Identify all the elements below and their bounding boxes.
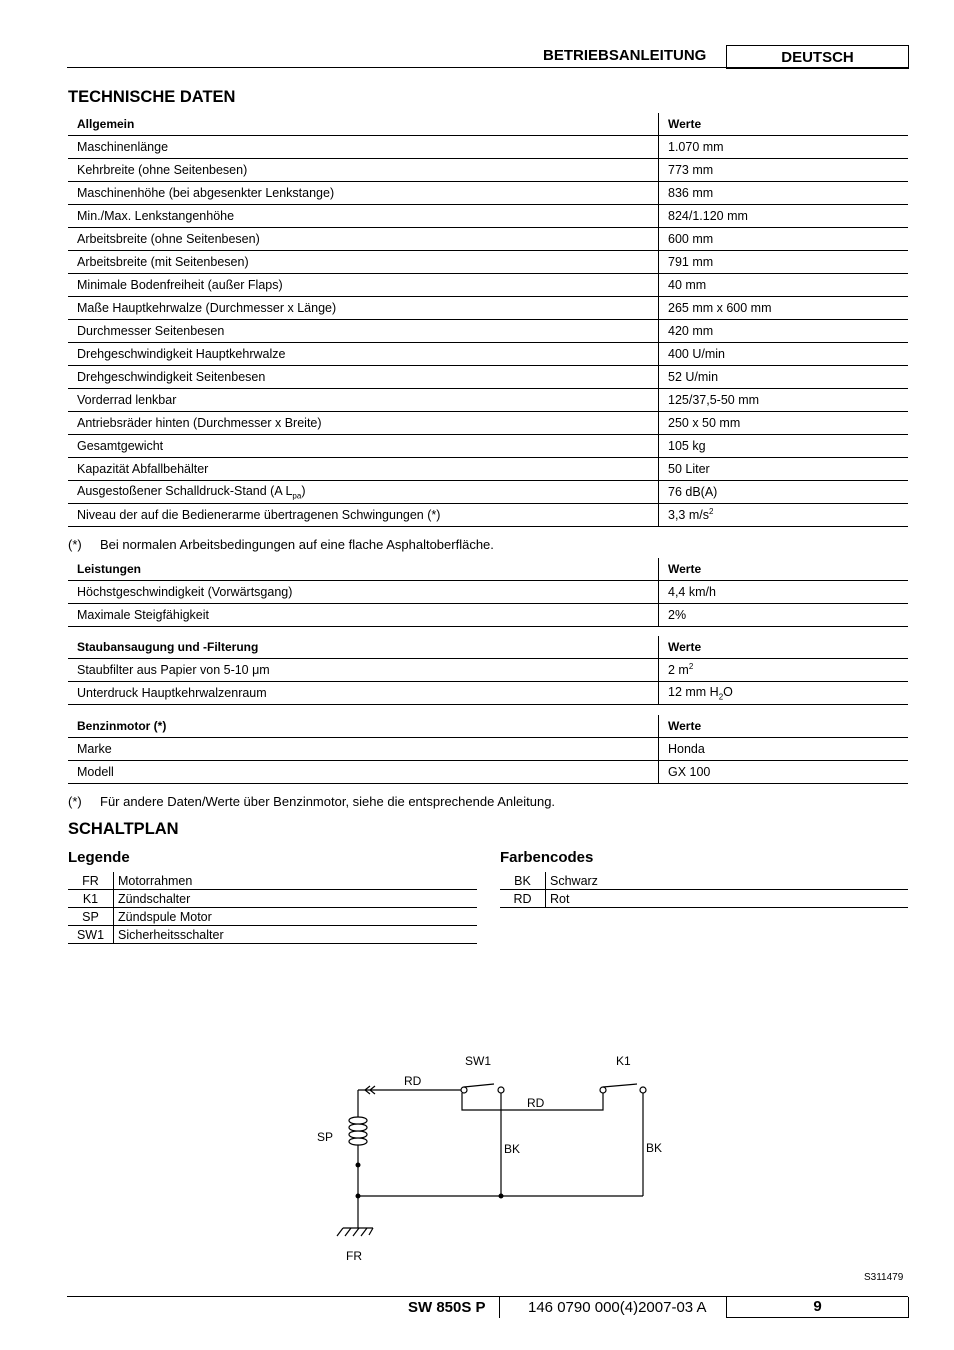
spec-label: Höchstgeschwindigkeit (Vorwärtsgang) [68,581,659,604]
table-row [68,659,908,682]
legend-code: SP [68,908,114,926]
language-label: DEUTSCH [726,45,909,69]
spec-value: 836 mm [659,182,909,205]
table-row [68,251,908,274]
spec-value: 600 mm [659,228,909,251]
table-row [68,435,908,458]
footnote [68,537,494,552]
spec-label: Maschinenhöhe (bei abgesenkter Lenkstange) [68,182,659,205]
footnote-mark: (*) [68,794,82,809]
general-spec-table [68,113,908,527]
table-row [68,159,908,182]
spec-label: Kapazität Abfallbehälter [68,458,659,481]
table-row [68,682,908,705]
legend-description: Zündspule Motor [114,908,478,926]
label-fr: FR [346,1249,362,1263]
table-row [68,136,908,159]
spec-value: 3,3 $m/s^2$ [659,504,909,527]
legend-row [68,908,477,926]
spec-label: Unterdruck Hauptkehrwalzenraum [68,682,659,705]
table-row [68,389,908,412]
ground-hatch [337,1228,373,1236]
table-header-label: Allgemein [68,113,659,136]
spec-value: 265 mm x 600 mm [659,297,909,320]
table-header-label: Staubansaugung und -Filterung [68,636,659,659]
spec-value: 773 mm [659,159,909,182]
table-row [68,343,908,366]
spec-value: 4,4 km/h [659,581,909,604]
table-row [68,738,908,761]
sw1-terminal-right [498,1087,504,1093]
label-rd-top: RD [404,1074,422,1088]
spec-value: GX 100 [659,761,909,784]
footer-divider [499,1297,500,1318]
table-row [68,412,908,435]
table-row [68,297,908,320]
spec-value: Honda [659,738,909,761]
table-row [68,205,908,228]
k1-contact [603,1084,637,1087]
legend-description: Zündschalter [114,890,478,908]
table-header-row [68,715,908,738]
table-row [68,366,908,389]
table-row [68,274,908,297]
spec-value: 1.070 mm [659,136,909,159]
table-header-label: Leistungen [68,558,659,581]
performance-spec-table [68,558,908,627]
label-sp: SP [317,1130,334,1144]
spec-value: 40 mm [659,274,909,297]
diagram-reference: S311479 [864,1272,904,1283]
table-row [68,761,908,784]
footnote [68,794,555,809]
spec-value: 2% [659,604,909,627]
spec-value: 76 dB(A) [659,481,909,504]
legend-code: FR [68,872,114,890]
spec-value: 50 Liter [659,458,909,481]
color-codes-table [500,872,908,908]
spec-label: Gesamtgewicht [68,435,659,458]
model-name: SW 850S P [408,1299,486,1316]
label-sw1: SW1 [465,1054,492,1068]
spec-label: Kehrbreite (ohne Seitenbesen) [68,159,659,182]
table-row [68,504,908,527]
spec-label: Antriebsräder hinten (Durchmesser x Breite) [68,412,659,435]
table-row [68,604,908,627]
footnote-text: Bei normalen Arbeitsbedingungen auf eine flache Asphaltoberfläche. [100,537,494,552]
legend-code: K1 [68,890,114,908]
k1-terminal-right [640,1087,646,1093]
spec-label: Niveau der auf die Bedienerarme übertragenen Schwingungen (*) [68,504,659,527]
spec-label: Maschinenlänge [68,136,659,159]
coil-icon [349,1117,367,1145]
table-header-value: Werte [659,636,909,659]
spec-label: Arbeitsbreite (mit Seitenbesen) [68,251,659,274]
technical-data-heading: TECHNISCHE DATEN [68,88,236,106]
spec-value: 52 U/min [659,366,909,389]
spec-label: Maße Hauptkehrwalze (Durchmesser x Länge) [68,297,659,320]
legend-code: BK [500,872,546,890]
wiring-diagram [300,1040,680,1270]
spec-value: 12 mm $H_2O$ [659,682,909,705]
table-header-value: Werte [659,113,909,136]
table-row [68,458,908,481]
color-codes-heading: Farbencodes [500,849,594,866]
legend-heading: Legende [68,849,130,866]
table-header-label: Benzinmotor (*) [68,715,659,738]
spec-label: Modell [68,761,659,784]
spec-value: 105 kg [659,435,909,458]
table-row [68,228,908,251]
legend-table [68,872,477,944]
legend-row [68,890,477,908]
spec-value: 824/1.120 mm [659,205,909,228]
label-rd-link: RD [527,1096,545,1110]
color-code-row [500,872,908,890]
k1-terminal-left [600,1087,606,1093]
spec-label: Staubfilter aus Papier von 5-10 μm [68,659,659,682]
table-row [68,481,908,504]
filter-spec-table [68,636,908,705]
spec-value: 2 $m^2$ [659,659,909,682]
legend-row [68,872,477,890]
table-row [68,581,908,604]
table-header-row [68,636,908,659]
table-row [68,320,908,343]
legend-row [68,926,477,944]
legend-description: Sicherheitsschalter [114,926,478,944]
spec-label: Marke [68,738,659,761]
engine-spec-table [68,715,908,784]
document-code: 146 0790 000(4)2007-03 A [528,1299,707,1316]
header-rule [67,67,908,68]
spec-value: 420 mm [659,320,909,343]
legend-description: Schwarz [546,872,909,890]
label-bk-k1: BK [646,1141,663,1155]
spec-value: 400 U/min [659,343,909,366]
page-number: 9 [726,1297,909,1318]
spec-label: Maximale Steigfähigkeit [68,604,659,627]
table-header-row [68,558,908,581]
footnote-mark: (*) [68,537,82,552]
spec-value: 791 mm [659,251,909,274]
spec-value: 250 x 50 mm [659,412,909,435]
table-header-value: Werte [659,558,909,581]
legend-code: RD [500,890,546,908]
legend-description: Motorrahmen [114,872,478,890]
spec-label: Ausgestoßener Schalldruck-Stand (A $L_{pa}$) [68,481,659,504]
footnote-text: Für andere Daten/Werte über Benzinmotor, siehe die entsprechende Anleitung. [100,794,556,809]
table-header-row [68,113,908,136]
junction-dot [356,1194,361,1199]
junction-dot [356,1163,361,1168]
label-k1: K1 [616,1054,631,1068]
legend-code: SW1 [68,926,114,944]
spec-label: Durchmesser Seitenbesen [68,320,659,343]
spec-value: 125/37,5-50 mm [659,389,909,412]
spec-label: Minimale Bodenfreiheit (außer Flaps) [68,274,659,297]
junction-dot [499,1194,504,1199]
manual-title: BETRIEBSANLEITUNG [543,47,707,64]
sw1-contact [464,1084,494,1087]
spec-label: Drehgeschwindigkeit Hauptkehrwalze [68,343,659,366]
table-row [68,182,908,205]
wiring-diagram-heading: SCHALTPLAN [68,820,179,838]
legend-description: Rot [546,890,909,908]
label-bk-sw1: BK [504,1142,521,1156]
spec-label: Min./Max. Lenkstangenhöhe [68,205,659,228]
spec-label: Drehgeschwindigkeit Seitenbesen [68,366,659,389]
color-code-row [500,890,908,908]
spec-label: Vorderrad lenkbar [68,389,659,412]
sw1-terminal-left [461,1087,467,1093]
table-header-value: Werte [659,715,909,738]
spec-label: Arbeitsbreite (ohne Seitenbesen) [68,228,659,251]
